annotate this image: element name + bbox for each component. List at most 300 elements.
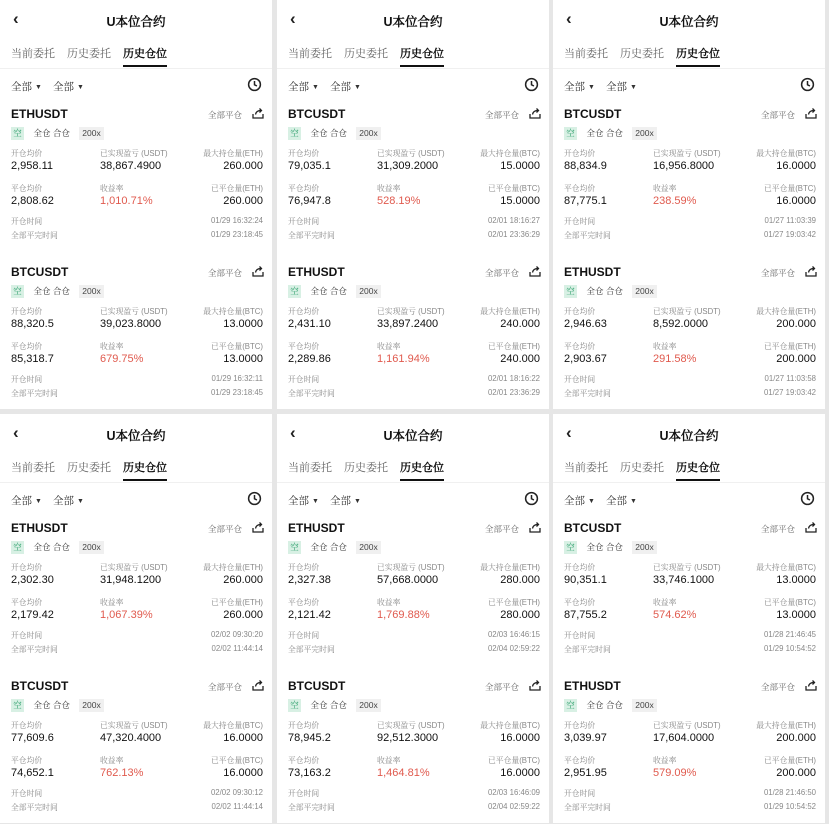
realized-pnl-value: 31,309.2000 (377, 160, 439, 172)
open-time-value: 01/27 11:03:58 (764, 374, 816, 383)
share-icon[interactable] (252, 679, 264, 691)
position-card[interactable] (553, 99, 825, 257)
caret-down-icon: ▼ (35, 84, 42, 91)
close-avg-label: 平仓均价 (11, 184, 43, 193)
short-tag: 空 (11, 285, 24, 298)
leverage-tag: 200x (79, 285, 103, 298)
tab-position-history[interactable]: 历史仓位 (676, 459, 720, 475)
clock-history-icon[interactable] (524, 491, 539, 506)
share-icon[interactable] (529, 265, 541, 277)
open-time-value: 02/03 16:46:15 (487, 630, 540, 639)
open-avg-label: 开仓均价 (564, 307, 596, 316)
margin-mode-tag: 全仓 合仓 (33, 286, 70, 296)
margin-mode-tag: 全仓 合仓 (33, 542, 70, 552)
symbol: ETHUSDT (564, 265, 621, 279)
symbol: BTCUSDT (11, 265, 69, 279)
closed-amount-label: 已平仓量(ETH) (764, 756, 816, 765)
tag-row (11, 541, 107, 555)
realized-pnl-value: 57,668.0000 (377, 574, 439, 586)
position-card[interactable] (0, 671, 272, 823)
realized-pnl-label: 已实现盈亏 (USDT) (653, 149, 721, 158)
short-tag: 空 (288, 285, 301, 298)
realized-pnl-value: 33,746.1000 (653, 574, 715, 586)
full-close-time-label: 全部平完时间 (11, 803, 58, 812)
closed-amount-label: 已平仓量(BTC) (211, 756, 263, 765)
full-close-time-label: 全部平完时间 (564, 803, 611, 812)
clock-history-icon[interactable] (247, 77, 262, 92)
page-title: U本位合约 (383, 429, 443, 443)
position-list (553, 99, 825, 409)
symbol: ETHUSDT (288, 521, 345, 535)
position-card[interactable] (553, 257, 825, 409)
open-time-label: 开仓时间 (564, 217, 596, 226)
position-card[interactable] (0, 257, 272, 409)
margin-mode-tag: 全仓 合仓 (310, 286, 347, 296)
tag-row (288, 285, 384, 299)
back-icon[interactable]: ‹ (566, 423, 572, 442)
page-title: U本位合约 (659, 429, 719, 443)
leverage-tag: 200x (79, 541, 103, 554)
full-close-time-label: 全部平完时间 (288, 231, 335, 240)
history-position-screen (0, 414, 272, 823)
position-card[interactable] (0, 99, 272, 257)
close-avg-value: 2,951.95 (564, 767, 607, 779)
share-icon[interactable] (252, 265, 264, 277)
close-avg-value: 76,947.8 (288, 195, 331, 207)
share-icon[interactable] (805, 679, 817, 691)
roi-value: 1,067.39% (100, 609, 153, 621)
open-avg-value: 2,431.10 (288, 318, 331, 330)
closed-amount-label: 已平仓量(BTC) (764, 598, 816, 607)
close-all-label[interactable]: 全部平仓 (760, 110, 795, 120)
open-avg-value: 2,946.63 (564, 318, 607, 330)
header (0, 414, 272, 452)
leverage-tag: 200x (356, 699, 380, 712)
margin-mode-tag: 全仓 合仓 (586, 128, 623, 138)
tab-bar (277, 38, 549, 69)
close-avg-value: 87,775.1 (564, 195, 607, 207)
close-avg-value: 87,755.2 (564, 609, 607, 621)
share-icon[interactable] (252, 107, 264, 119)
max-position-label: 最大持仓量(BTC) (203, 307, 263, 316)
max-position-value: 260.000 (223, 160, 263, 172)
clock-history-icon[interactable] (247, 491, 262, 506)
max-position-label: 最大持仓量(ETH) (480, 563, 540, 572)
tag-row (564, 699, 660, 713)
open-time-value: 02/02 09:30:12 (210, 788, 263, 797)
roi-value: 579.09% (653, 767, 697, 779)
realized-pnl-label: 已实现盈亏 (USDT) (377, 721, 445, 730)
roi-value: 1,769.88% (377, 609, 430, 621)
margin-mode-tag: 全仓 合仓 (586, 542, 623, 552)
roi-label: 收益率 (377, 598, 401, 607)
margin-mode-tag: 全仓 合仓 (586, 286, 623, 296)
open-avg-label: 开仓均价 (11, 307, 43, 316)
max-position-value: 260.000 (223, 574, 263, 586)
share-icon[interactable] (529, 521, 541, 533)
realized-pnl-value: 39,023.8000 (100, 318, 162, 330)
position-list (0, 99, 272, 409)
short-tag: 空 (11, 541, 24, 554)
tab-order-history[interactable]: 历史委托 (620, 48, 664, 60)
filter-dropdown-2[interactable]: 全部 ▼ (330, 495, 361, 507)
page-title: U本位合约 (106, 429, 166, 443)
close-all-label[interactable]: 全部平仓 (484, 110, 519, 120)
symbol: ETHUSDT (288, 265, 345, 279)
margin-mode-tag: 全仓 合仓 (310, 128, 347, 138)
filter-dropdown-2[interactable]: 全部 ▼ (53, 81, 84, 93)
close-avg-label: 平仓均价 (11, 342, 43, 351)
back-icon[interactable]: ‹ (13, 9, 19, 28)
open-time-value: 02/02 09:30:20 (210, 630, 263, 639)
max-position-value: 16.0000 (500, 732, 540, 744)
back-icon[interactable]: ‹ (566, 9, 572, 28)
open-avg-value: 88,834.9 (564, 160, 607, 172)
max-position-value: 16.0000 (223, 732, 263, 744)
full-close-time-label: 全部平完时间 (11, 389, 58, 398)
tag-row (564, 285, 660, 299)
filter-dropdown-2[interactable]: 全部 ▼ (606, 81, 637, 93)
open-avg-value: 79,035.1 (288, 160, 331, 172)
full-close-time-value: 02/01 23:36:29 (487, 388, 540, 397)
full-close-time-label: 全部平完时间 (288, 803, 335, 812)
tab-order-history[interactable]: 历史委托 (344, 48, 388, 60)
leverage-tag: 200x (79, 127, 103, 140)
share-icon[interactable] (529, 107, 541, 119)
realized-pnl-label: 已实现盈亏 (USDT) (100, 721, 168, 730)
full-close-time-label: 全部平完时间 (564, 389, 611, 398)
closed-amount-label: 已平仓量(BTC) (488, 756, 540, 765)
closed-amount-value: 16.0000 (223, 767, 263, 779)
roi-label: 收益率 (100, 342, 124, 351)
roi-label: 收益率 (653, 598, 677, 607)
close-avg-value: 2,121.42 (288, 609, 331, 621)
margin-mode-tag: 全仓 合仓 (310, 542, 347, 552)
realized-pnl-label: 已实现盈亏 (USDT) (100, 149, 168, 158)
full-close-time-value: 02/02 11:44:14 (211, 644, 263, 653)
caret-down-icon: ▼ (35, 498, 42, 505)
closed-amount-value: 15.0000 (500, 195, 540, 207)
position-card[interactable] (277, 257, 549, 409)
full-close-time-label: 全部平完时间 (11, 645, 58, 654)
max-position-label: 最大持仓量(BTC) (480, 149, 540, 158)
position-card[interactable] (553, 513, 825, 671)
roi-value: 528.19% (377, 195, 421, 207)
open-time-label: 开仓时间 (564, 789, 596, 798)
closed-amount-label: 已平仓量(ETH) (488, 598, 540, 607)
tag-row (11, 127, 107, 141)
tab-current-orders[interactable]: 当前委托 (564, 48, 608, 60)
max-position-value: 15.0000 (500, 160, 540, 172)
share-icon[interactable] (805, 521, 817, 533)
short-tag: 空 (564, 699, 577, 712)
page-title: U本位合约 (659, 15, 719, 29)
history-position-screen (553, 414, 825, 823)
tab-current-orders[interactable]: 当前委托 (11, 462, 55, 474)
close-all-label[interactable]: 全部平仓 (484, 268, 519, 278)
tab-order-history[interactable]: 历史委托 (67, 48, 111, 60)
open-time-label: 开仓时间 (288, 789, 320, 798)
tab-current-orders[interactable]: 当前委托 (564, 462, 608, 474)
realized-pnl-label: 已实现盈亏 (USDT) (653, 307, 721, 316)
tag-row (288, 699, 384, 713)
realized-pnl-value: 38,867.4900 (100, 160, 162, 172)
closed-amount-value: 200.000 (776, 767, 816, 779)
position-list (0, 513, 272, 823)
clock-history-icon[interactable] (800, 491, 815, 506)
caret-down-icon: ▼ (354, 498, 361, 505)
caret-down-icon: ▼ (630, 498, 637, 505)
closed-amount-value: 13.0000 (223, 353, 263, 365)
leverage-tag: 200x (356, 285, 380, 298)
header (553, 0, 825, 38)
realized-pnl-label: 已实现盈亏 (USDT) (653, 721, 721, 730)
leverage-tag: 200x (79, 699, 103, 712)
margin-mode-tag: 全仓 合仓 (33, 700, 70, 710)
filter-row (553, 69, 825, 99)
tab-current-orders[interactable]: 当前委托 (11, 48, 55, 60)
max-position-value: 13.0000 (223, 318, 263, 330)
max-position-label: 最大持仓量(ETH) (203, 563, 263, 572)
open-avg-label: 开仓均价 (11, 149, 43, 158)
full-close-time-value: 01/29 23:18:45 (210, 388, 263, 397)
tab-position-history[interactable]: 历史仓位 (400, 459, 444, 475)
filter-dropdown-2[interactable]: 全部 ▼ (53, 495, 84, 507)
history-position-screen (277, 414, 549, 823)
realized-pnl-label: 已实现盈亏 (USDT) (100, 307, 168, 316)
close-avg-value: 2,179.42 (11, 609, 54, 621)
realized-pnl-label: 已实现盈亏 (USDT) (377, 563, 445, 572)
realized-pnl-label: 已实现盈亏 (USDT) (377, 307, 445, 316)
close-avg-label: 平仓均价 (11, 598, 43, 607)
close-all-label[interactable]: 全部平仓 (207, 524, 242, 534)
short-tag: 空 (288, 699, 301, 712)
closed-amount-label: 已平仓量(BTC) (211, 342, 263, 351)
max-position-label: 最大持仓量(BTC) (756, 149, 816, 158)
tag-row (564, 541, 660, 555)
roi-label: 收益率 (100, 184, 124, 193)
close-all-label[interactable]: 全部平仓 (760, 268, 795, 278)
tab-current-orders[interactable]: 当前委托 (288, 462, 332, 474)
open-avg-value: 88,320.5 (11, 318, 54, 330)
tab-position-history[interactable]: 历史仓位 (676, 45, 720, 61)
full-close-time-value: 02/04 02:59:22 (487, 802, 540, 811)
realized-pnl-label: 已实现盈亏 (USDT) (377, 149, 445, 158)
open-time-value: 02/03 16:46:09 (487, 788, 540, 797)
full-close-time-value: 01/27 19:03:42 (763, 388, 816, 397)
open-time-label: 开仓时间 (11, 789, 43, 798)
open-avg-value: 2,302.30 (11, 574, 54, 586)
max-position-value: 240.000 (500, 318, 540, 330)
position-card[interactable] (277, 99, 549, 257)
close-avg-label: 平仓均价 (288, 598, 320, 607)
filter-dropdown-1[interactable]: 全部 ▼ (11, 495, 42, 507)
close-avg-value: 73,163.2 (288, 767, 331, 779)
caret-down-icon: ▼ (588, 498, 595, 505)
position-card[interactable] (0, 513, 272, 671)
roi-label: 收益率 (100, 598, 124, 607)
open-time-value: 02/01 18:16:22 (487, 374, 540, 383)
tab-position-history[interactable]: 历史仓位 (400, 45, 444, 61)
open-time-label: 开仓时间 (11, 631, 43, 640)
tab-position-history[interactable]: 历史仓位 (123, 45, 167, 61)
realized-pnl-value: 47,320.4000 (100, 732, 162, 744)
tab-current-orders[interactable]: 当前委托 (288, 48, 332, 60)
history-position-screen (0, 0, 272, 409)
filter-dropdown-1[interactable]: 全部 ▼ (288, 495, 319, 507)
closed-amount-value: 280.000 (500, 609, 540, 621)
close-avg-label: 平仓均价 (288, 184, 320, 193)
symbol: BTCUSDT (288, 107, 346, 121)
open-time-label: 开仓时间 (288, 631, 320, 640)
caret-down-icon: ▼ (312, 84, 319, 91)
open-avg-label: 开仓均价 (564, 149, 596, 158)
close-all-label[interactable]: 全部平仓 (760, 524, 795, 534)
roi-label: 收益率 (100, 756, 124, 765)
open-avg-label: 开仓均价 (288, 149, 320, 158)
closed-amount-value: 16.0000 (500, 767, 540, 779)
open-avg-value: 3,039.97 (564, 732, 607, 744)
open-avg-value: 2,327.38 (288, 574, 331, 586)
filter-row (277, 69, 549, 99)
open-time-value: 01/28 21:46:45 (763, 630, 816, 639)
position-list (277, 99, 549, 409)
roi-label: 收益率 (653, 756, 677, 765)
open-time-label: 开仓时间 (288, 217, 320, 226)
short-tag: 空 (564, 127, 577, 140)
close-avg-label: 平仓均价 (288, 756, 320, 765)
short-tag: 空 (11, 127, 24, 140)
clock-history-icon[interactable] (524, 77, 539, 92)
roi-value: 679.75% (100, 353, 144, 365)
position-list (553, 513, 825, 823)
closed-amount-label: 已平仓量(BTC) (488, 184, 540, 193)
open-time-value: 01/28 21:46:50 (763, 788, 816, 797)
share-icon[interactable] (805, 107, 817, 119)
tab-bar (277, 452, 549, 483)
close-all-label[interactable]: 全部平仓 (484, 524, 519, 534)
max-position-label: 最大持仓量(ETH) (203, 149, 263, 158)
close-avg-label: 平仓均价 (564, 184, 596, 193)
header (277, 414, 549, 452)
filter-dropdown-2[interactable]: 全部 ▼ (330, 81, 361, 93)
filter-dropdown-1[interactable]: 全部 ▼ (288, 81, 319, 93)
close-all-label[interactable]: 全部平仓 (207, 268, 242, 278)
position-card[interactable] (277, 513, 549, 671)
share-icon[interactable] (529, 679, 541, 691)
filter-dropdown-1[interactable]: 全部 ▼ (564, 81, 595, 93)
tab-bar (553, 452, 825, 483)
symbol: BTCUSDT (564, 107, 622, 121)
closed-amount-value: 260.000 (223, 609, 263, 621)
share-icon[interactable] (252, 521, 264, 533)
back-icon[interactable]: ‹ (290, 9, 296, 28)
open-time-value: 01/29 16:32:24 (210, 216, 263, 225)
full-close-time-value: 01/29 10:54:52 (763, 644, 816, 653)
max-position-value: 16.0000 (776, 160, 816, 172)
open-avg-label: 开仓均价 (11, 563, 43, 572)
page-title: U本位合约 (383, 15, 443, 29)
roi-value: 1,464.81% (377, 767, 430, 779)
close-avg-label: 平仓均价 (288, 342, 320, 351)
open-time-label: 开仓时间 (564, 375, 596, 384)
tab-order-history[interactable]: 历史委托 (344, 462, 388, 474)
close-all-label[interactable]: 全部平仓 (207, 110, 242, 120)
close-all-label[interactable]: 全部平仓 (207, 682, 242, 692)
open-avg-value: 90,351.1 (564, 574, 607, 586)
position-card[interactable] (553, 671, 825, 823)
tag-row (288, 127, 384, 141)
roi-value: 1,010.71% (100, 195, 153, 207)
close-avg-label: 平仓均价 (564, 598, 596, 607)
full-close-time-label: 全部平完时间 (564, 645, 611, 654)
closed-amount-label: 已平仓量(ETH) (211, 598, 263, 607)
full-close-time-value: 01/27 19:03:42 (763, 230, 816, 239)
open-avg-label: 开仓均价 (288, 721, 320, 730)
position-card[interactable] (277, 671, 549, 823)
caret-down-icon: ▼ (354, 84, 361, 91)
realized-pnl-value: 16,956.8000 (653, 160, 715, 172)
realized-pnl-value: 8,592.0000 (653, 318, 709, 330)
roi-value: 1,161.94% (377, 353, 430, 365)
filter-dropdown-2[interactable]: 全部 ▼ (606, 495, 637, 507)
short-tag: 空 (564, 541, 577, 554)
open-avg-label: 开仓均价 (288, 563, 320, 572)
max-position-value: 280.000 (500, 574, 540, 586)
close-avg-value: 74,652.1 (11, 767, 54, 779)
closed-amount-label: 已平仓量(BTC) (764, 184, 816, 193)
close-all-label[interactable]: 全部平仓 (484, 682, 519, 692)
max-position-label: 最大持仓量(BTC) (203, 721, 263, 730)
history-position-screen (277, 0, 549, 409)
tab-order-history[interactable]: 历史委托 (67, 462, 111, 474)
short-tag: 空 (288, 541, 301, 554)
clock-history-icon[interactable] (800, 77, 815, 92)
open-time-value: 01/27 11:03:39 (764, 216, 816, 225)
tab-order-history[interactable]: 历史委托 (620, 462, 664, 474)
back-icon[interactable]: ‹ (290, 423, 296, 442)
open-time-value: 01/29 16:32:11 (211, 374, 263, 383)
tab-position-history[interactable]: 历史仓位 (123, 459, 167, 475)
close-avg-label: 平仓均价 (11, 756, 43, 765)
full-close-time-label: 全部平完时间 (11, 231, 58, 240)
share-icon[interactable] (805, 265, 817, 277)
open-avg-value: 77,609.6 (11, 732, 54, 744)
leverage-tag: 200x (356, 541, 380, 554)
close-avg-value: 2,808.62 (11, 195, 54, 207)
back-icon[interactable]: ‹ (13, 423, 19, 442)
tab-bar (553, 38, 825, 69)
realized-pnl-label: 已实现盈亏 (USDT) (653, 563, 721, 572)
full-close-time-label: 全部平完时间 (288, 389, 335, 398)
full-close-time-value: 02/02 11:44:14 (211, 802, 263, 811)
open-avg-label: 开仓均价 (288, 307, 320, 316)
history-position-screen (553, 0, 825, 409)
roi-label: 收益率 (377, 756, 401, 765)
short-tag: 空 (564, 285, 577, 298)
full-close-time-label: 全部平完时间 (288, 645, 335, 654)
filter-row (0, 483, 272, 513)
full-close-time-value: 01/29 23:18:45 (210, 230, 263, 239)
filter-dropdown-1[interactable]: 全部 ▼ (11, 81, 42, 93)
close-all-label[interactable]: 全部平仓 (760, 682, 795, 692)
open-avg-label: 开仓均价 (11, 721, 43, 730)
closed-amount-value: 260.000 (223, 195, 263, 207)
max-position-label: 最大持仓量(ETH) (480, 307, 540, 316)
open-time-label: 开仓时间 (288, 375, 320, 384)
filter-dropdown-1[interactable]: 全部 ▼ (564, 495, 595, 507)
open-time-label: 开仓时间 (564, 631, 596, 640)
